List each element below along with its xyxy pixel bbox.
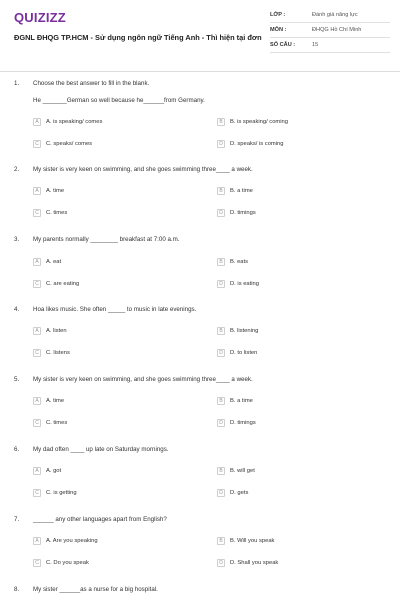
option-letter: B xyxy=(217,537,225,545)
option-b[interactable] xyxy=(217,536,274,546)
option-letter: B xyxy=(217,327,225,335)
option-a[interactable] xyxy=(33,117,102,127)
meta-row-subject xyxy=(270,23,390,38)
question-number: 2. xyxy=(14,166,20,173)
option-letter: D xyxy=(217,209,225,217)
question-text-line2: He _______German so well because he______from Germany. xyxy=(33,97,205,104)
meta-label: SỐ CÂU : xyxy=(270,42,296,48)
option-letter: D xyxy=(217,559,225,567)
meta-label: MÔN : xyxy=(270,27,287,33)
meta-value: Đánh giá năng lực xyxy=(312,12,358,18)
option-letter: A xyxy=(33,187,41,195)
option-c[interactable] xyxy=(33,208,67,218)
option-d[interactable] xyxy=(217,139,283,149)
option-text: C. are eating xyxy=(46,281,80,287)
option-letter: B xyxy=(217,187,225,195)
option-text: A. Are you speaking xyxy=(46,538,98,544)
option-text: A. time xyxy=(46,398,65,404)
option-d[interactable] xyxy=(217,558,278,568)
option-letter: D xyxy=(217,419,225,427)
option-d[interactable] xyxy=(217,488,248,498)
option-letter: C xyxy=(33,280,41,288)
option-d[interactable] xyxy=(217,348,257,358)
option-b[interactable] xyxy=(217,326,258,336)
question-6 xyxy=(14,446,386,506)
option-letter: C xyxy=(33,559,41,567)
option-letter: A xyxy=(33,118,41,126)
option-text: D. gets xyxy=(230,490,249,496)
question-text: Choose the best answer to fill in the blank. xyxy=(33,80,150,87)
option-letter: A xyxy=(33,258,41,266)
question-number: 1. xyxy=(14,80,20,87)
quizizz-logo: QUIZIZZ xyxy=(14,10,66,25)
question-text: My sister ______as a nurse for a big hospital. xyxy=(33,586,158,593)
option-letter: D xyxy=(217,140,225,148)
option-letter: A xyxy=(33,537,41,545)
option-text: D. timings xyxy=(230,420,256,426)
question-text: My sister is very keen on swimming, and she goes swimming three____ a week. xyxy=(33,376,253,383)
option-text: C. times xyxy=(46,420,68,426)
option-a[interactable] xyxy=(33,536,98,546)
option-text: A. listen xyxy=(46,328,67,334)
option-letter: C xyxy=(33,489,41,497)
option-c[interactable] xyxy=(33,488,77,498)
option-c[interactable] xyxy=(33,558,89,568)
question-number: 5. xyxy=(14,376,20,383)
option-text: D. speaks/ is coming xyxy=(230,141,284,147)
option-text: D. to listen xyxy=(230,350,258,356)
option-b[interactable] xyxy=(217,466,255,476)
option-a[interactable] xyxy=(33,396,64,406)
option-letter: B xyxy=(217,397,225,405)
question-1 xyxy=(14,80,386,160)
option-d[interactable] xyxy=(217,279,259,289)
question-8 xyxy=(14,586,386,598)
meta-value: ĐHQG Hồ Chí Minh xyxy=(312,27,362,33)
question-text: ______ any other languages apart from English? xyxy=(33,516,167,523)
option-a[interactable] xyxy=(33,326,67,336)
option-d[interactable] xyxy=(217,208,256,218)
option-text: B. a time xyxy=(230,188,253,194)
option-letter: B xyxy=(217,258,225,266)
question-number: 3. xyxy=(14,236,20,243)
option-text: D. Shall you speak xyxy=(230,560,279,566)
option-text: B. listening xyxy=(230,328,259,334)
worksheet-meta xyxy=(270,8,390,53)
option-c[interactable] xyxy=(33,279,79,289)
option-letter: B xyxy=(217,118,225,126)
option-letter: C xyxy=(33,349,41,357)
option-text: B. a time xyxy=(230,398,253,404)
option-c[interactable] xyxy=(33,139,92,149)
option-text: D. timings xyxy=(230,210,256,216)
header-divider xyxy=(0,71,400,72)
option-b[interactable] xyxy=(217,396,253,406)
option-text: A. time xyxy=(46,188,65,194)
option-text: A. got xyxy=(46,468,62,474)
option-text: B. Will you speak xyxy=(230,538,275,544)
option-letter: C xyxy=(33,419,41,427)
option-letter: C xyxy=(33,209,41,217)
question-3 xyxy=(14,236,386,296)
meta-row-class xyxy=(270,8,390,23)
meta-value: 15 xyxy=(312,42,319,48)
option-a[interactable] xyxy=(33,257,61,267)
option-text: A. is speaking/ comes xyxy=(46,119,103,125)
option-c[interactable] xyxy=(33,418,67,428)
option-text: A. eat xyxy=(46,259,62,265)
option-letter: C xyxy=(33,140,41,148)
option-text: B. eats xyxy=(230,259,249,265)
option-a[interactable] xyxy=(33,466,61,476)
option-letter: B xyxy=(217,467,225,475)
option-text: C. listens xyxy=(46,350,70,356)
option-letter: D xyxy=(217,349,225,357)
question-text: My parents normally ________ breakfast at 7:00 a.m. xyxy=(33,236,180,243)
question-number: 4. xyxy=(14,306,20,313)
option-c[interactable] xyxy=(33,348,70,358)
question-number: 8. xyxy=(14,586,20,593)
question-text: My dad often ____ up late on Saturday mornings. xyxy=(33,446,169,453)
option-text: C. times xyxy=(46,210,68,216)
question-number: 7. xyxy=(14,516,20,523)
question-5 xyxy=(14,376,386,436)
option-letter: D xyxy=(217,489,225,497)
option-b[interactable] xyxy=(217,257,248,267)
option-d[interactable] xyxy=(217,418,256,428)
option-text: C. speaks/ comes xyxy=(46,141,93,147)
option-text: B. is speaking/ coming xyxy=(230,119,288,125)
option-letter: A xyxy=(33,397,41,405)
option-text: D. is eating xyxy=(230,281,259,287)
question-7 xyxy=(14,516,386,576)
option-letter: D xyxy=(217,280,225,288)
option-text: C. Do you speak xyxy=(46,560,89,566)
option-text: B. will get xyxy=(230,468,255,474)
meta-label: LỚP : xyxy=(270,12,286,18)
worksheet-header xyxy=(0,0,400,68)
option-letter: A xyxy=(33,467,41,475)
question-number: 6. xyxy=(14,446,20,453)
question-text: My sister is very keen on swimming, and she goes swimming three____ a week. xyxy=(33,166,253,173)
question-4 xyxy=(14,306,386,366)
option-text: C. is getting xyxy=(46,490,77,496)
option-b[interactable] xyxy=(217,186,253,196)
option-a[interactable] xyxy=(33,186,64,196)
meta-row-count xyxy=(270,38,390,53)
question-2 xyxy=(14,166,386,226)
option-b[interactable] xyxy=(217,117,288,127)
question-text: Hoa likes music. She often _____ to music in late evenings. xyxy=(33,306,197,313)
worksheet-title: ĐGNL ĐHQG TP.HCM - Sử dụng ngôn ngữ Tiếng Anh - Thì hiện tại đơn xyxy=(14,33,262,42)
option-letter: A xyxy=(33,327,41,335)
